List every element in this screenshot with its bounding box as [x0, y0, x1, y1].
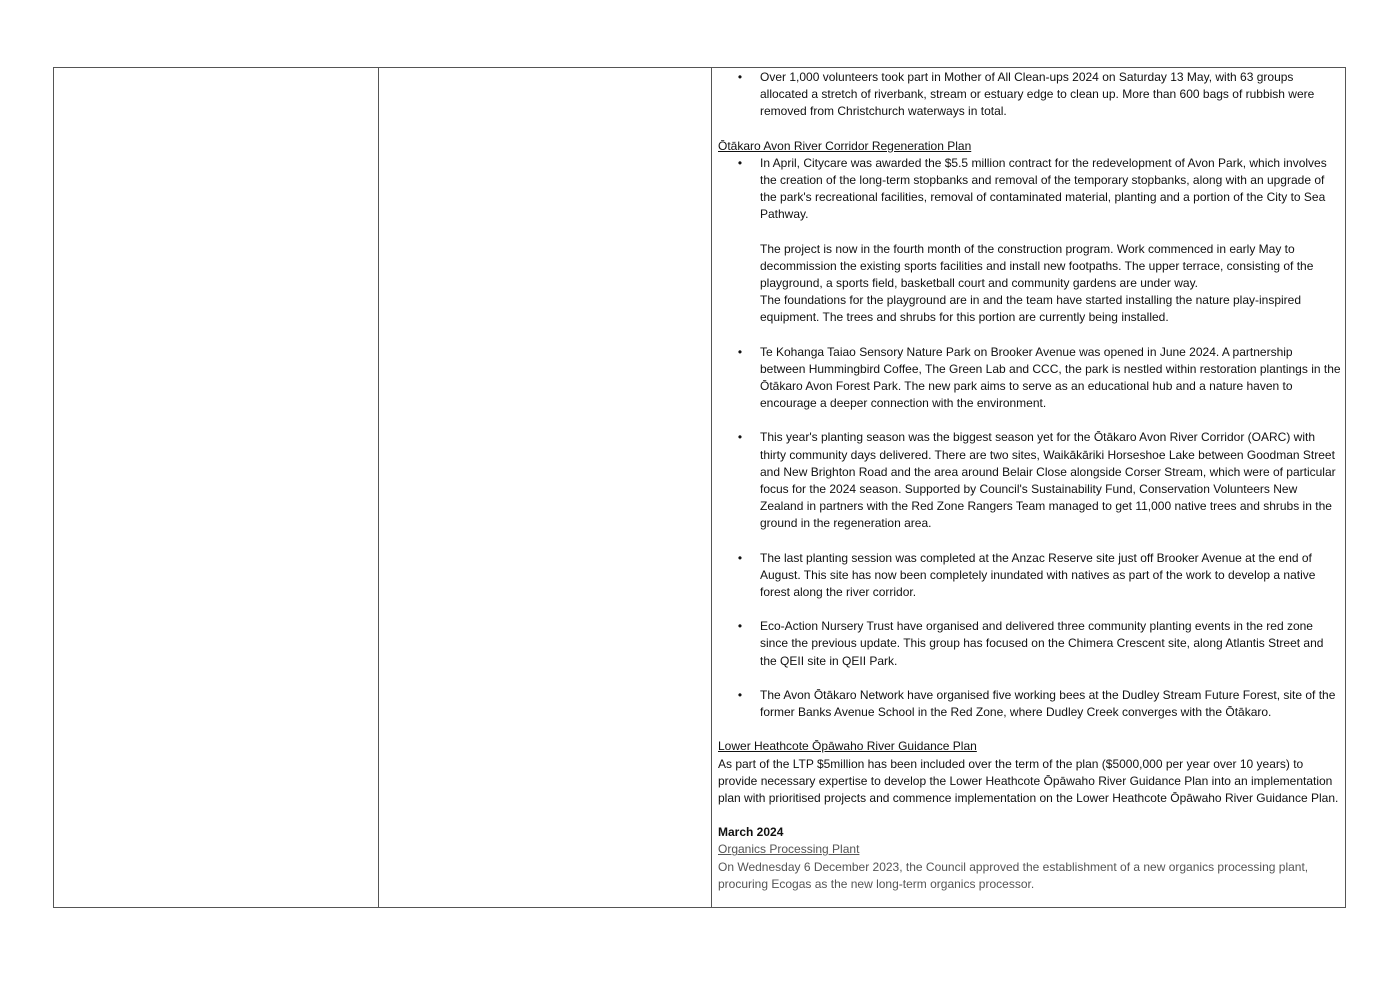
list-item [718, 687, 1341, 721]
anzac-reserve-text: The last planting session was completed at the Anzac Reserve site just off Brooker Avenue at the end of August. This site has now been completely inundated with natives as part of the work to develop a native forest along the river corridor. [760, 550, 1316, 600]
bullet-icon: • [737, 687, 743, 702]
avon-park-contract-text: In April, Citycare was awarded the $5.5 million contract for the redevelopment of Avon Park, which involves the creation of the long-term stopbanks and removal of the temporary stopbanks, along with an upgrade of the park's recreational facilities, removal of contaminated material, planting and a portion of the City to Sea Pathway. [760, 155, 1327, 222]
otakaro-heading: Ōtākaro Avon River Corridor Regeneration Plan [718, 138, 972, 153]
bullet-icon: • [737, 550, 743, 565]
planting-season-text: This year's planting season was the biggest season yet for the Ōtākaro Avon River Corridor (OARC) with thirty community days delivered. There are two sites, Waikākāriki Horseshoe Lake between Goodman Street and New Brighton Road and the area around Belair Close alongside Corser Stream, which were of particular focus for the 2024 season. Supported by Council's Sustainability Fund, Conservation Volunteers New Zealand in partners with the Red Zone Rangers Team managed to get 11,000 native trees and shrubs in the ground in the regeneration area. [760, 430, 1336, 531]
bullet-icon: • [737, 344, 743, 359]
bullet-icon: • [737, 619, 743, 634]
eco-action-text: Eco-Action Nursery Trust have organised and delivered three community planting events in the red zone since the previous update. This group has focused on the Chimera Crescent site, along Atlantis Street and the QEII site in QEII Park. [760, 619, 1324, 668]
list-item [718, 618, 1341, 670]
organics-text: On Wednesday 6 December 2023, the Council approved the establishment of a new organics processing plant, procuring Ecogas as the new long-term organics processor. [718, 859, 1309, 891]
heathcote-heading: Lower Heathcote Ōpāwaho River Guidance Plan [718, 739, 977, 754]
list-item [718, 155, 1341, 327]
heathcote-text: As part of the LTP $5million has been included over the term of the plan ($5000,000 per year over 10 years) to provide necessary expertise to develop the Lower Heathcote Ōpāwaho River Guidance Plan into an implementation plan with prioritised projects and commence implementation on the Lower Heathcote Ōpāwaho River Guidance Plan. [718, 756, 1339, 805]
date-heading: March 2024 [718, 825, 784, 840]
bullet-icon: • [737, 70, 743, 84]
list-item [718, 344, 1341, 413]
table-column-2 [379, 68, 712, 907]
list-item [718, 429, 1341, 532]
construction-progress-text: The project is now in the fourth month of the construction program. Work commenced in early May to decommission the existing sports facilities and install new footpaths. The upper terrace, consisting of the playground, a sports field, basketball court and community gardens are under way. [760, 241, 1314, 291]
nature-park-text: Te Kohanga Taiao Sensory Nature Park on Brooker Avenue was opened in June 2024. A partnership between Hummingbird Coffee, The Green Lab and CCC, the park is nestled within restoration plantings in the Ōtākaro Avon Forest Park. The new park aims to serve as an educational hub and a nature haven to encourage a deeper connection with the environment. [760, 344, 1341, 411]
bullet-icon: • [737, 430, 743, 445]
list-item [718, 550, 1341, 602]
avon-network-text: The Avon Ōtākaro Network have organised five working bees at the Dudley Stream Future Forest, site of the former Banks Avenue School in the Red Zone, where Dudley Creek converges with the Ōtākaro. [760, 687, 1336, 720]
organics-heading: Organics Processing Plant [718, 842, 860, 857]
report-table [53, 67, 1346, 908]
playground-foundations-text: The foundations for the playground are in and the team have started installing the nature play-inspired equipment. The trees and shrubs for this portion are currently being installed. [760, 293, 1302, 325]
table-column-3 [712, 68, 1345, 907]
clean-up-text: Over 1,000 volunteers took part in Mother of All Clean-ups 2024 on Saturday 13 May, with 63 groups allocated a stretch of riverbank, stream or estuary edge to clean up. More than 600 bags of rubbish were removed from Christchurch waterways in total. [760, 70, 1315, 119]
bullet-icon: • [737, 155, 743, 170]
table-column-1 [54, 68, 379, 907]
list-item [718, 69, 1341, 121]
